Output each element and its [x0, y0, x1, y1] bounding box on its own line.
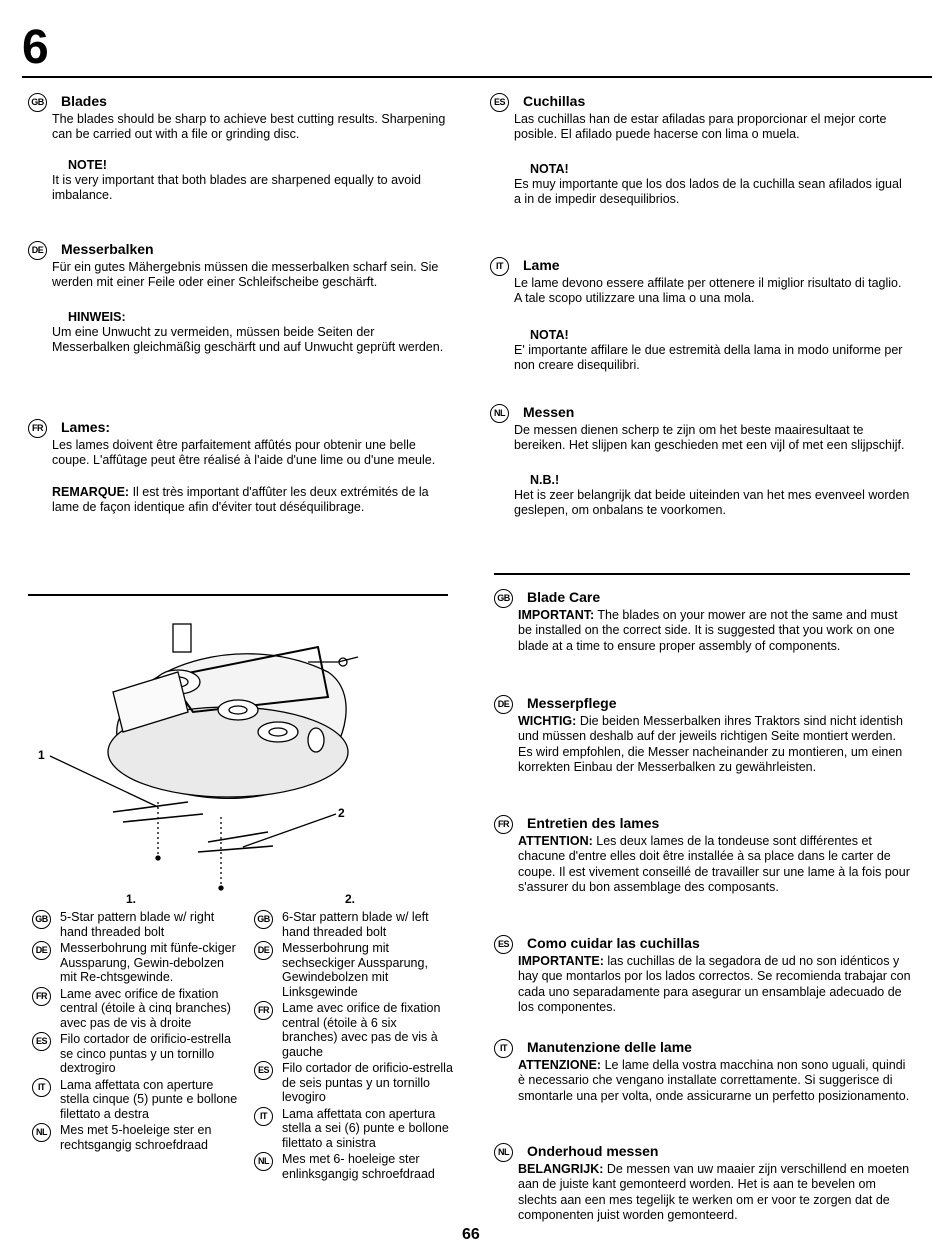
section-title: Entretien des lames	[527, 815, 660, 831]
language-badge-icon: ES	[490, 93, 509, 112]
note-label: NOTA!	[530, 327, 569, 342]
language-badge-icon: IT	[490, 257, 509, 276]
lead-body: las cuchillas de la segadora de ud no son idénticos y hay que montarlos por los lados correctos. Se recomienda trabajar con cada uno separadamente para asegurar un ensamblaje adecuado de los componentes.	[518, 953, 911, 1015]
section-nl-messen	[490, 403, 910, 519]
note-text: It is very important that both blades are sharpened equally to avoid imbalance.	[52, 172, 421, 203]
section-heading	[490, 256, 910, 276]
language-badge-icon: FR	[32, 987, 51, 1006]
caption-item	[32, 1123, 242, 1152]
language-badge-icon: NL	[494, 1143, 513, 1162]
mower-deck-illustration-icon	[28, 602, 448, 892]
lead-body: Les deux lames de la tondeuse sont différentes et chacune d'entre elles doit être installée à sa place dans le carter de coupe. Il est vivement conseillé de travailler sur une lame à la fois pour s'assurer du bon assemblage des composants.	[518, 833, 910, 895]
note-label: NOTA!	[530, 161, 569, 176]
caption-item	[254, 910, 454, 939]
section-heading	[494, 1142, 912, 1162]
section-text	[494, 954, 912, 1016]
caption-text: 5-Star pattern blade w/ right hand threaded bolt	[60, 910, 215, 939]
caption-text: Lame avec orifice de fixation central (étoile à 6 six branches) avec pas de vis à gauche	[282, 1001, 441, 1059]
left-middle-rule	[28, 594, 448, 596]
language-badge-icon: FR	[254, 1001, 273, 1020]
page-number: 66	[462, 1226, 480, 1243]
chapter-number: 6	[22, 21, 49, 74]
language-badge-icon: DE	[32, 941, 51, 960]
language-badge-icon: GB	[32, 910, 51, 929]
caption-item	[254, 941, 454, 999]
section-heading	[490, 92, 910, 112]
section-heading	[28, 92, 453, 112]
section-text: Les lames doivent être parfaitement affûtés pour obtenir une belle coupe. L'affûtage peut être réalisé à l'aide d'une lime ou d'une meule.	[52, 437, 436, 468]
language-badge-icon: NL	[32, 1123, 51, 1142]
language-badge-icon: FR	[494, 815, 513, 834]
language-badge-icon: ES	[494, 935, 513, 954]
note-text: Es muy importante que los dos lados de la cuchilla sean afilados igual a in de impedir desequilibrios.	[514, 176, 902, 207]
language-badge-icon: GB	[494, 589, 513, 608]
language-badge-icon: ES	[32, 1032, 51, 1051]
caption-text: Lama affettata con apertura stella a sei (6) punte e bollone filettato a sinistra	[282, 1106, 449, 1150]
lead-label: IMPORTANTE:	[518, 953, 604, 968]
caption-item	[254, 1152, 454, 1181]
top-rule	[22, 76, 932, 78]
note-text: E' importante affilare le due estremità della lama in modo uniforme per non creare disequilibri.	[514, 342, 903, 373]
caption-text: Messerbohrung mit sechseckiger Aussparung, Gewindebolzen mit Linksgewinde	[282, 941, 428, 999]
language-badge-icon: IT	[494, 1039, 513, 1058]
caption-text: Lama affettata con aperture stella cinque (5) punte e bollone filettato a destra	[60, 1077, 238, 1121]
section-text	[494, 834, 912, 896]
caption-item	[32, 941, 242, 985]
callout-2: 2	[338, 806, 345, 820]
section-title: Blades	[61, 93, 107, 109]
language-badge-icon: GB	[254, 910, 273, 929]
section-title: Manutenzione delle lame	[527, 1039, 692, 1055]
lead-body: Le lame della vostra macchina non sono uguali, quindi è necessario che vengano installate correttamente. Si suggerisce di smontarle una per volta, onde assicurarne un perfetto posizionamento.	[518, 1057, 910, 1103]
section-title: Messerbalken	[61, 241, 154, 257]
note-label: REMARQUE:	[52, 484, 130, 499]
section-es-cuchillas	[490, 92, 910, 208]
caption-item	[32, 1078, 242, 1122]
caption-text: Mes met 5-hoeleige ster en rechtsgangig schroefdraad	[60, 1123, 212, 1152]
note-text: Het is zeer belangrijk dat beide uiteinden van het mes evenveel worden geslepen, om onbalans te voorkomen.	[514, 487, 910, 518]
caption-item	[32, 1032, 242, 1076]
note-text	[28, 485, 453, 516]
caption-text: Filo cortador de orificio-estrella de seis puntas y un tornillo levogiro	[282, 1061, 453, 1104]
section-de-messerbalken	[28, 240, 453, 356]
note-label: HINWEIS:	[68, 309, 126, 324]
section-title: Onderhoud messen	[527, 1143, 659, 1159]
caption-text: Filo cortador de orificio-estrella se cinco puntas y un tornillo dextrogiro	[60, 1032, 231, 1075]
language-badge-icon: NL	[254, 1152, 273, 1171]
section-heading	[494, 694, 912, 714]
caption-item	[32, 987, 242, 1031]
blade-figure	[28, 602, 448, 892]
section-text: Für ein gutes Mähergebnis müssen die messerbalken scharf sein. Sie werden mit einer Feile oder einer Schleifscheibe geschärft.	[52, 259, 439, 290]
section-text	[494, 714, 912, 776]
lead-label: ATTENTION:	[518, 833, 593, 848]
section-de-messerpflege	[494, 694, 912, 776]
section-fr-lames	[28, 418, 453, 516]
caption-text: Mes met 6- hoeleige ster enlinksgangig schroefdraad	[282, 1152, 435, 1181]
caption-2-number: 2.	[345, 892, 356, 906]
section-title: Como cuidar las cuchillas	[527, 935, 700, 951]
section-fr-entretien	[494, 814, 912, 896]
caption-text: Lame avec orifice de fixation central (étoile à cinq branches) avec pas de vis à droite	[60, 986, 231, 1030]
section-text	[494, 1058, 912, 1105]
section-title: Lame	[523, 257, 560, 273]
language-badge-icon: GB	[28, 93, 47, 112]
language-badge-icon: IT	[254, 1107, 273, 1126]
section-text	[494, 608, 912, 655]
section-heading	[494, 814, 912, 834]
lead-label: WICHTIG:	[518, 713, 577, 728]
section-heading	[494, 934, 912, 954]
right-middle-rule	[494, 573, 910, 575]
section-heading	[494, 588, 912, 608]
section-title: Lames:	[61, 419, 111, 435]
section-heading	[490, 403, 910, 423]
caption-1-number: 1.	[126, 892, 137, 906]
section-gb-blade-care	[494, 588, 912, 654]
caption-text: 6-Star pattern blade w/ left hand threaded bolt	[282, 910, 429, 939]
note-label: N.B.!	[530, 472, 560, 487]
section-title: Cuchillas	[523, 93, 586, 109]
language-badge-icon: IT	[32, 1078, 51, 1097]
section-title: Messen	[523, 404, 575, 420]
caption-item	[32, 910, 242, 939]
note-label: NOTE!	[68, 157, 107, 172]
callout-1: 1	[38, 748, 45, 762]
section-title: Messerpflege	[527, 695, 617, 711]
caption-text: Messerbohrung mit fünfe-ckiger Aussparung, Gewin-debolzen mit Re-chtsgewinde.	[60, 941, 236, 984]
lead-label: IMPORTANT:	[518, 607, 595, 622]
section-text: Las cuchillas han de estar afiladas para proporcionar el mejor corte posible. El afilado puede hacerse con lima o muela.	[514, 111, 887, 142]
language-badge-icon: DE	[494, 695, 513, 714]
section-heading	[28, 240, 453, 260]
section-heading	[494, 1038, 912, 1058]
language-badge-icon: NL	[490, 404, 509, 423]
lead-body: De messen van uw maaier zijn verschillend en moeten aan de juiste kant gemonteerd worden. Het is aan te bevelen om slechts aan een mes tegelijk te werken om er voor te zorgen dat de componenten juist worden gemonteerd.	[518, 1161, 910, 1223]
caption-item	[254, 1107, 454, 1151]
caption-2-list	[254, 910, 454, 1183]
section-text: De messen dienen scherp te zijn om het beste maairesultaat te bereiken. Het slijpen kan geschieden met een vijl of met een slijpschijf.	[514, 422, 905, 453]
caption-item	[254, 1061, 454, 1105]
section-es-como-cuidar	[494, 934, 912, 1016]
lead-label: ATTENZIONE:	[518, 1057, 602, 1072]
section-title: Blade Care	[527, 589, 601, 605]
note-text: Um eine Unwucht zu vermeiden, müssen beide Seiten der Messerbalken gleichmäßig geschärft und auf Unwucht geprüft werden.	[52, 324, 444, 355]
section-gb-blades	[28, 92, 453, 204]
lead-body: The blades on your mower are not the same and must be installed on the correct side. It is suggested that you work on one blade at a time to ensure proper assembly of components.	[518, 607, 898, 653]
section-nl-onderhoud	[494, 1142, 912, 1224]
lead-body: Die beiden Messerbalken ihres Traktors sind nicht identish und müssen deshalb auf der jeweils richtigen Seite montiert werden. Es wird empfohlen, die Messer nacheinander zu montieren, um einen korrekten Einbau der Messerbalken zu gewährleisten.	[518, 713, 903, 775]
section-it-lame	[490, 256, 910, 374]
section-text: The blades should be sharp to achieve best cutting results. Sharpening can be carried out with a file or grinding disc.	[52, 111, 446, 142]
note-body: Il est très important d'affûter les deux extrémités de la lame de façon identique afin d'éviter tout déséquilibrage.	[52, 484, 429, 515]
language-badge-icon: FR	[28, 419, 47, 438]
section-it-manutenzione	[494, 1038, 912, 1104]
language-badge-icon: DE	[28, 241, 47, 260]
lead-label: BELANGRIJK:	[518, 1161, 604, 1176]
language-badge-icon: ES	[254, 1061, 273, 1080]
caption-1-list	[32, 910, 242, 1154]
language-badge-icon: DE	[254, 941, 273, 960]
caption-item	[254, 1001, 454, 1059]
section-text: Le lame devono essere affilate per ottenere il miglior risultato di taglio. A tale scopo utilizzare una lima o una mola.	[514, 275, 902, 306]
section-text	[494, 1162, 912, 1224]
section-heading	[28, 418, 453, 438]
